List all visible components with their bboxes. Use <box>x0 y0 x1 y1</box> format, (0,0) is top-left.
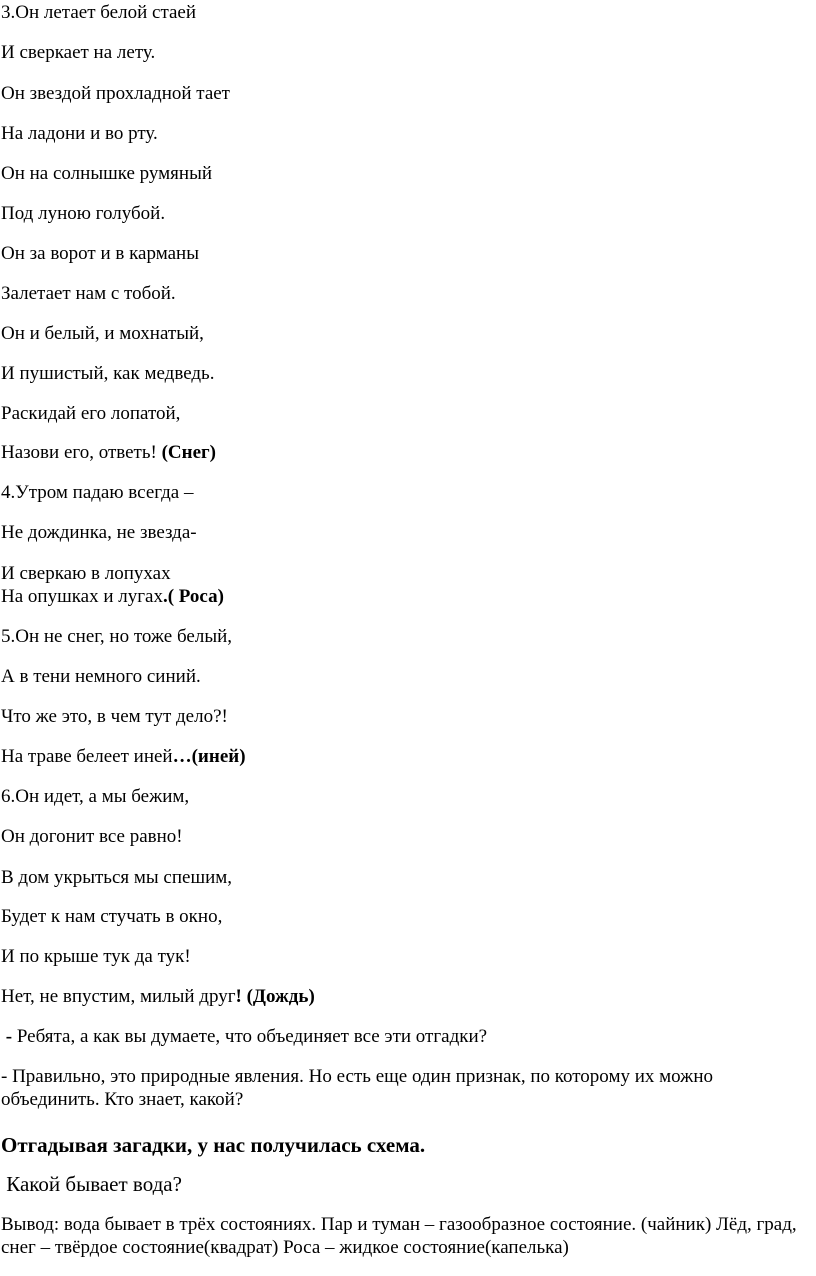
riddle-snow-line: Он и белый, и мохнатый, <box>1 323 204 344</box>
riddle-frost-last-line <box>1 745 246 769</box>
riddle-snow-line: Раскидай его лопатой, <box>1 403 181 424</box>
riddle-rain-line: 6.Он идет, а мы бежим, <box>1 786 190 807</box>
riddle-dew-last-line <box>1 585 224 609</box>
conclusion-paragraph: Вывод: вода бывает в трёх состояниях. Пар и туман – газообразное состояние. (чайник) Лёд, град, снег – твёрдое состояние(квадрат) Роса – жидкое состояние(капелька) <box>1 1214 797 1258</box>
riddle-dew-answer: .( Роса) <box>162 586 224 607</box>
riddle-snow-line: И сверкает на лету. <box>1 42 156 63</box>
riddle-dew-line: Не дождинка, не звезда- <box>1 522 197 543</box>
riddle-rain-line: Он догонит все равно! <box>1 826 183 847</box>
teacher-answer: - Правильно, это природные явления. Но есть еще один признак, по которому их можно объединить. Кто знает, какой? <box>1 1066 713 1110</box>
riddle-snow-line: Он звездой прохладной тает <box>1 83 230 104</box>
water-question: Какой бывает вода? <box>1 1172 182 1196</box>
riddle-dew-line: И сверкаю в лопухах <box>1 563 171 584</box>
riddle-frost-text: На траве белеет иней <box>1 746 173 767</box>
riddle-dew-line: 4.Утром падаю всегда – <box>1 482 194 503</box>
riddle-snow-line: 3.Он летает белой стаей <box>1 2 197 23</box>
question-dash: - <box>1 1026 17 1047</box>
riddle-snow-line: Залетает нам с тобой. <box>1 283 176 304</box>
teacher-question <box>1 1025 487 1049</box>
riddle-snow-line: Он за ворот и в карманы <box>1 243 199 264</box>
riddle-frost-line: Что же это, в чем тут дело?! <box>1 706 228 727</box>
riddle-rain-text: Нет, не впустим, милый друг <box>1 986 236 1007</box>
riddle-rain-line: В дом укрыться мы спешим, <box>1 867 233 888</box>
question-text: Ребята, а как вы думаете, что объединяет все эти отгадки? <box>16 1026 488 1047</box>
riddle-snow-text: Назови его, ответь! <box>1 442 162 463</box>
riddle-frost-line: 5.Он не снег, но тоже белый, <box>1 626 232 647</box>
riddle-snow-line: Под луною голубой. <box>1 203 166 224</box>
riddle-frost-answer: …(иней) <box>172 746 246 767</box>
riddle-snow-line: На ладони и во рту. <box>1 123 158 144</box>
section-heading: Отгадывая загадки, у нас получилась схема. <box>1 1133 426 1157</box>
riddle-snow-line: И пушистый, как медведь. <box>1 363 215 384</box>
riddle-rain-line: Будет к нам стучать в окно, <box>1 906 223 927</box>
riddle-snow-last-line <box>1 441 216 465</box>
riddle-frost-line: А в тени немного синий. <box>1 666 201 687</box>
riddle-snow-answer: (Снег) <box>161 442 216 463</box>
riddle-snow-line: Он на солнышке румяный <box>1 163 213 184</box>
riddle-rain-answer: ! (Дождь) <box>235 986 315 1007</box>
riddle-dew-text: На опушках и лугах <box>1 586 163 607</box>
riddle-rain-last-line <box>1 985 315 1009</box>
riddle-rain-line: И по крыше тук да тук! <box>1 946 191 967</box>
